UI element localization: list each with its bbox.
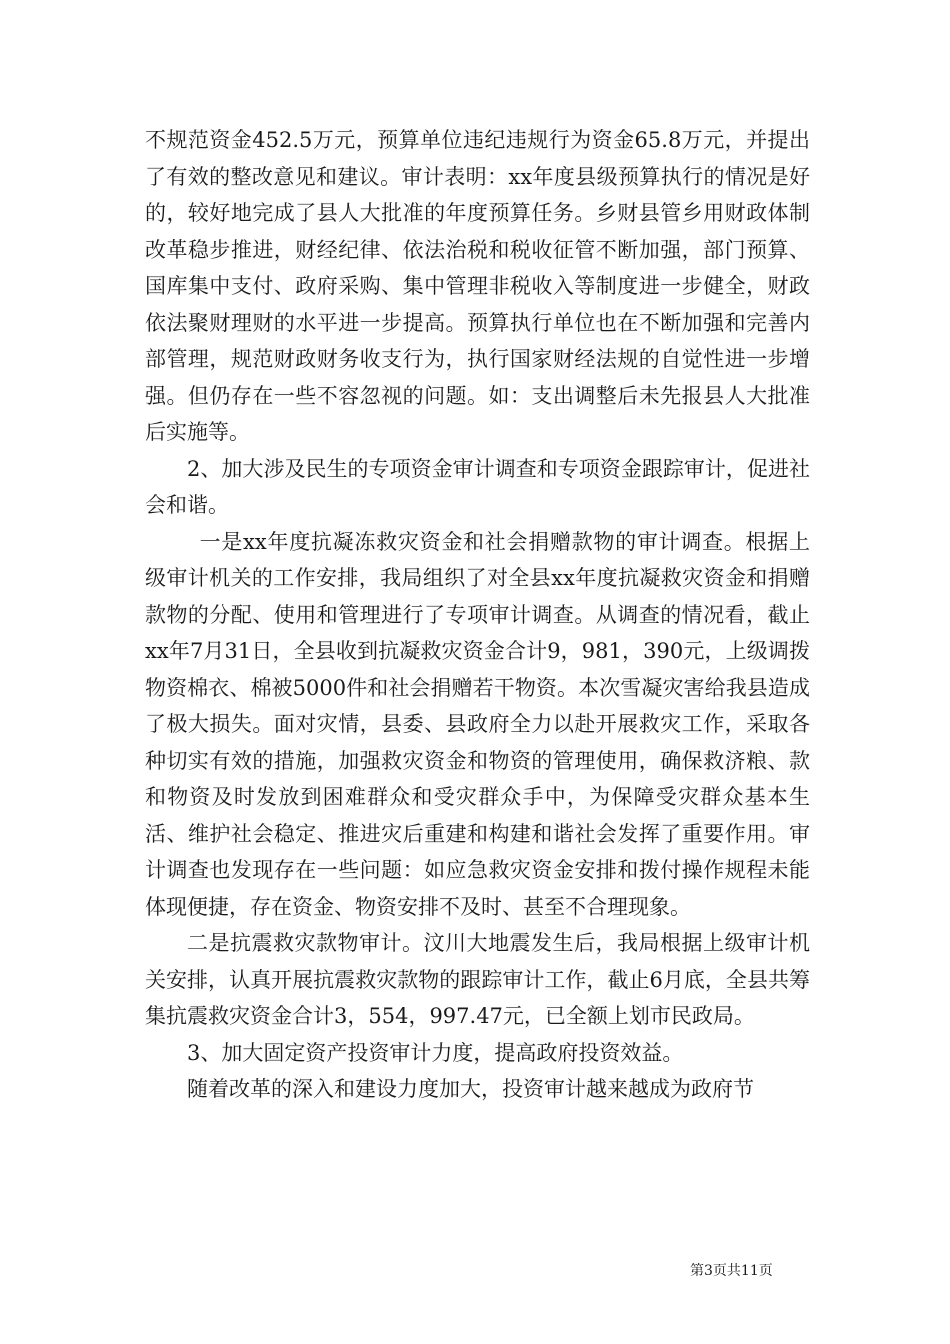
page-number: 第3页共11页 — [690, 1263, 773, 1279]
paragraph-section-3-heading: 3、加大固定资产投资审计力度，提高政府投资效益。 — [187, 1040, 684, 1065]
body-text — [145, 122, 810, 1108]
paragraph-budget-summary: 不规范资金452.5万元，预算单位违纪违规行为资金65.8万元，并提出了有效的整改意见和建议。审计表明：xx年度县级预算执行的情况是好的，较好地完成了县人大批准的年度预算任务。乡财县管乡用财政体制改革稳步推进，财经纪律、依法治税和税收征管不断加强，部门预算、国库集中支付、政府采购、集中管理非税收入等制度进一步健全，财政依法聚财理财的水平进一步提高。预算执行单位也在不断加强和完善内部管理，规范财政财务收支行为，执行国家财经法规的自觉性进一步增强。但仍存在一些不容忽视的问题。如：支出调整后未先报县人大批准后实施等。 — [145, 128, 810, 444]
paragraph-section-2-heading: 2、加大涉及民生的专项资金审计调查和专项资金跟踪审计，促进社会和谐。 — [145, 456, 810, 517]
paragraph-earthquake-audit: 二是抗震救灾款物审计。汶川大地震发生后，我局根据上级审计机关安排，认真开展抗震救灾款物的跟踪审计工作，截止6月底，全县共筹集抗震救灾资金合计3，554，997.47元，已全额上划市民政局。 — [145, 931, 810, 1028]
paragraph-investment-audit: 随着改革的深入和建设力度加大，投资审计越来越成为政府节 — [187, 1077, 754, 1101]
paragraph-disaster-relief-audit: 一是xx年度抗凝冻救灾资金和社会捐赠款物的审计调查。根据上级审计机关的工作安排，我局组织了对全县xx年度抗凝救灾资金和捐赠款物的分配、使用和管理进行了专项审计调查。从调查的情况看，截止xx年7月31日，全县收到抗凝救灾资金合计9，981，390元，上级调拨物资棉衣、棉被5000件和社会捐赠若干物资。本次雪凝灾害给我县造成了极大损失。面对灾情，县委、县政府全力以赴开展救灾工作，采取各种切实有效的措施，加强救灾资金和物资的管理使用，确保救济粮、款和物资及时发放到困难群众和受灾群众手中，为保障受灾群众基本生活、维护社会稳定、推进灾后重建和构建和谐社会发挥了重要作用。审计调查也发现存在一些问题：如应急救灾资金安排和拨付操作规程未能体现便捷，存在资金、物资安排不及时、甚至不合理现象。 — [145, 529, 810, 919]
